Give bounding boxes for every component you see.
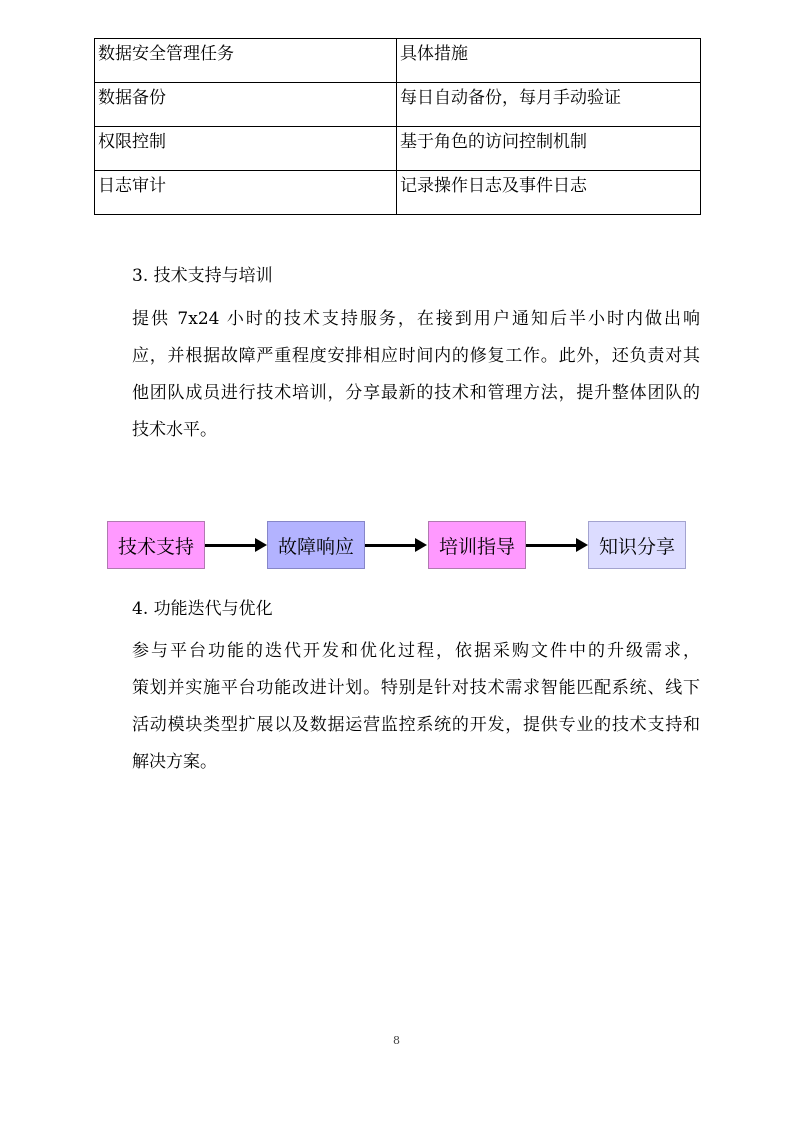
table-header-measure: 具体措施 [400, 43, 468, 64]
table-cell-text: 记录操作日志及事件日志 [400, 175, 587, 196]
table-cell [397, 39, 701, 83]
flow-step-fault-response: 故障响应 [267, 521, 365, 569]
table-cell [397, 127, 701, 171]
paragraph-line: 参与平台功能的迭代开发和优化过程，依据采购文件中的升级需求， [132, 641, 700, 661]
data-security-table [94, 38, 701, 215]
table-row [95, 127, 701, 171]
section-3-heading: 3. 技术支持与培训 [132, 266, 273, 286]
paragraph-line: 活动模块类型扩展以及数据运营监控系统的开发，提供专业的技术支持和 [132, 715, 700, 735]
flow-step-knowledge-sharing: 知识分享 [588, 521, 686, 569]
paragraph-line: 策划并实施平台功能改进计划。特别是针对技术需求智能匹配系统、线下 [132, 678, 700, 698]
table-row [95, 39, 701, 83]
table-cell [95, 39, 397, 83]
section-4-paragraph [94, 633, 700, 781]
flow-arrow [205, 544, 257, 547]
table-cell-text: 日志审计 [98, 175, 166, 196]
flow-arrow [526, 544, 578, 547]
table-cell-text: 数据备份 [98, 87, 166, 108]
section-3-paragraph [94, 301, 700, 449]
table-cell [397, 171, 701, 215]
paragraph-line: 应，并根据故障严重程度安排相应时间内的修复工作。此外，还负责对其 [132, 346, 700, 366]
table-cell [95, 83, 397, 127]
paragraph-line: 他团队成员进行技术培训，分享最新的技术和管理方法，提升整体团队的 [132, 383, 700, 403]
flow-arrow [365, 544, 417, 547]
table-row [95, 83, 701, 127]
arrow-head-icon [415, 538, 427, 552]
paragraph-line: 解决方案。 [132, 752, 217, 772]
table-cell [95, 127, 397, 171]
table-header-task: 数据安全管理任务 [98, 43, 234, 64]
section-4-heading: 4. 功能迭代与优化 [132, 599, 273, 619]
table-cell [397, 83, 701, 127]
arrow-head-icon [576, 538, 588, 552]
table-cell-text: 每日自动备份，每月手动验证 [400, 87, 621, 108]
table-cell-text: 权限控制 [98, 131, 166, 152]
arrow-head-icon [255, 538, 267, 552]
table-cell-text: 基于角色的访问控制机制 [400, 131, 587, 152]
flow-step-training: 培训指导 [428, 521, 526, 569]
page-number: 8 [393, 1034, 400, 1047]
paragraph-line: 技术水平。 [132, 420, 217, 440]
table-row [95, 171, 701, 215]
table-cell [95, 171, 397, 215]
flow-step-tech-support: 技术支持 [107, 521, 205, 569]
paragraph-line: 提供 7x24 小时的技术支持服务，在接到用户通知后半小时内做出响 [132, 309, 700, 329]
